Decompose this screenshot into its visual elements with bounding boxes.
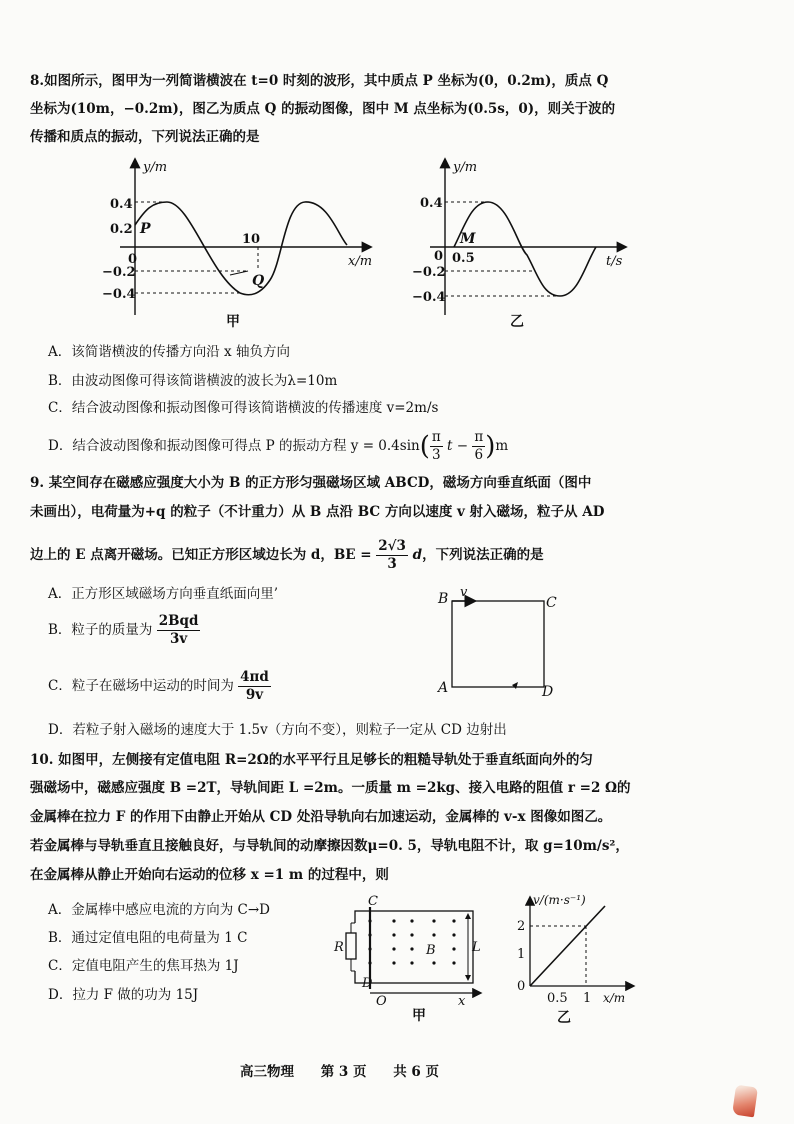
sq-label-d: D (542, 684, 554, 700)
q9-line2: 未画出），电荷量为+q 的粒子（不计重力）从 B 点沿 BC 方向以速度 v 射入磁场，粒子从 AD (30, 504, 605, 520)
q9-line1: 9. 某空间存在磁感应强度大小为 B 的正方形匀强磁场区域 ABCD，磁场方向垂直纸面（图中 (30, 475, 592, 491)
q9-option-c (48, 668, 271, 704)
q9-b-num: 2Bqd (158, 613, 199, 629)
rail-label-d: D (362, 976, 373, 991)
rail-label-l: L (472, 940, 481, 955)
jia-tick-neg0.4: −0.4 (102, 287, 136, 302)
vx-tick-0: 0 (517, 979, 526, 994)
yi-tick-0.5: 0.5 (452, 251, 475, 266)
yi-y-label: y/m (453, 160, 478, 175)
rail-label-b: B (426, 943, 436, 958)
yi-point-m: M (460, 231, 476, 247)
yi-x-label: t/s (606, 254, 623, 269)
q9-option-d: D．若粒子射入磁场的速度大于 1.5v（方向不变），则粒子一定从 CD 边射出 (48, 722, 507, 738)
yi-tick-0: 0 (434, 249, 444, 264)
jia-y-label: y/m (143, 160, 168, 175)
corner-scan-mark (732, 1085, 758, 1118)
footer-subject: 高三物理 (240, 1064, 294, 1080)
q9-option-b (48, 612, 200, 648)
q9-option-a: A．正方形区域磁场方向垂直纸面向里’ (48, 586, 279, 602)
q10-line5: 在金属棒从静止开始向右运动的位移 x =1 m 的过程中，则 (30, 867, 389, 883)
q9-c-num: 4πd (240, 669, 269, 685)
sq-label-c: C (546, 595, 557, 611)
vx-tick-1: 1 (517, 947, 526, 962)
vx-y-label: v/(m·s⁻¹) (533, 893, 586, 907)
q8-d-pi1: π (431, 429, 441, 445)
footer-total: 共 6 页 (393, 1064, 439, 1080)
q8-d-3: 3 (432, 447, 441, 463)
vx-x-label: x/m (603, 991, 626, 1005)
sq-label-a: A (438, 680, 449, 696)
jia-tick-0: 0 (128, 252, 138, 267)
q9-line3-post: ，下列说法正确的是 (422, 547, 544, 563)
q10-option-c: C．定值电阻产生的焦耳热为 1J (48, 958, 239, 974)
vx-caption: 乙 (557, 1010, 571, 1026)
q8-option-a: A．该简谐横波的传播方向沿 x 轴负方向 (48, 344, 290, 360)
jia-x-label: x/m (348, 254, 373, 269)
q8-d-6: 6 (474, 447, 484, 463)
page-footer (240, 1060, 461, 1080)
square-field-figure (430, 586, 570, 701)
q8-option-c: C．结合波动图像和振动图像可得该简谐横波的传播速度 v=2m/s (48, 400, 439, 416)
vx-tick-1x: 1 (583, 991, 592, 1006)
rail-caption: 甲 (412, 1008, 426, 1024)
q8-option-b: B．由波动图像可得该简谐横波的波长为λ=10m (48, 373, 338, 389)
q9-be-num: 2√3 (378, 538, 406, 554)
q10-option-b: B．通过定值电阻的电荷量为 1 C (48, 930, 248, 946)
q8-line1: 8.如图所示，图甲为一列简谐横波在 t=0 时刻的波形，其中质点 P 坐标为(0，0.2m)，质点 Q (30, 73, 609, 89)
vibration-graph-yi (410, 155, 640, 330)
q8-d-unit: m (495, 438, 509, 454)
yi-tick-neg0.4: −0.4 (412, 290, 446, 305)
jia-tick-neg0.2: −0.2 (102, 265, 136, 280)
wave-graph-jia (100, 155, 390, 330)
yi-caption: 乙 (510, 314, 524, 330)
q10-option-a: A．金属棒中感应电流的方向为 C→D (48, 902, 271, 918)
q8-d-pi2: π (474, 429, 484, 445)
jia-tick-10: 10 (242, 232, 261, 247)
q9-be-d: d (412, 547, 423, 563)
q8-line3: 传播和质点的振动，下列说法正确的是 (30, 129, 260, 145)
q9-b-den: 3v (169, 631, 188, 647)
vx-graph-yi (505, 890, 655, 1030)
q8-line2: 坐标为(10m，−0.2m)，图乙为质点 Q 的振动图像，图中 M 点坐标为(0.5s，0)，则关于波的 (30, 101, 616, 117)
q9-option-b-text: B．粒子的质量为 (48, 622, 153, 638)
rail-label-x: x (458, 994, 466, 1009)
q9-line3 (30, 536, 544, 574)
jia-caption: 甲 (226, 314, 240, 330)
jia-point-q: Q (252, 273, 265, 289)
q10-line2: 强磁场中，磁感应强度 B =2T，导轨间距 L =2m。一质量 m =2kg、接入电路的阻值 r =2 Ω的 (30, 780, 631, 796)
q10-line1: 10. 如图甲，左侧接有定值电阻 R=2Ω的水平平行且足够长的粗糙导轨处于垂直纸面向外的匀 (30, 752, 593, 768)
q10-option-d: D．拉力 F 做的功为 15J (48, 987, 199, 1003)
q9-be-den: 3 (387, 556, 397, 572)
rail-figure-jia (330, 893, 490, 1028)
rail-label-r: R (334, 940, 344, 955)
yi-tick-neg0.2: −0.2 (412, 265, 446, 280)
q8-d-t: t − (447, 438, 469, 454)
q8-option-d-text: D．结合波动图像和振动图像可得点 P 的振动方程 y = 0.4sin (48, 438, 420, 454)
q8-option-d: D．结合波动图像和振动图像可得点 P 的振动方程 y = 0.4sin( $\frac{\pi}{3}$ t − $\frac{\pi}{6}$ )m (48, 429, 509, 463)
vx-tick-0.5: 0.5 (547, 991, 568, 1006)
jia-tick-0.2: 0.2 (110, 222, 133, 237)
q10-line4: 若金属棒与导轨垂直且接触良好，与导轨间的动摩擦因数μ=0. 5，导轨电阻不计，取 g=10m/s²， (30, 838, 629, 854)
footer-page: 第 3 页 (320, 1064, 367, 1080)
q9-c-den: 9v (245, 687, 264, 703)
q10-line3: 金属棒在拉力 F 的作用下由静止开始从 CD 处沿导轨向右加速运动，金属棒的 v-x 图像如图乙。 (30, 809, 612, 825)
sq-label-b: B (438, 591, 449, 607)
jia-point-p: P (140, 221, 151, 237)
vx-tick-2: 2 (517, 919, 526, 934)
yi-tick-0.4: 0.4 (420, 196, 443, 211)
rail-label-o: O (376, 994, 387, 1009)
rail-label-c: C (368, 894, 378, 909)
sq-label-v: v (460, 586, 468, 600)
q9-option-c-text: C．粒子在磁场中运动的时间为 (48, 678, 234, 694)
q9-line3-pre: 边上的 E 点离开磁场。已知正方形区域边长为 d，BE = (30, 547, 372, 563)
jia-tick-0.4: 0.4 (110, 197, 133, 212)
